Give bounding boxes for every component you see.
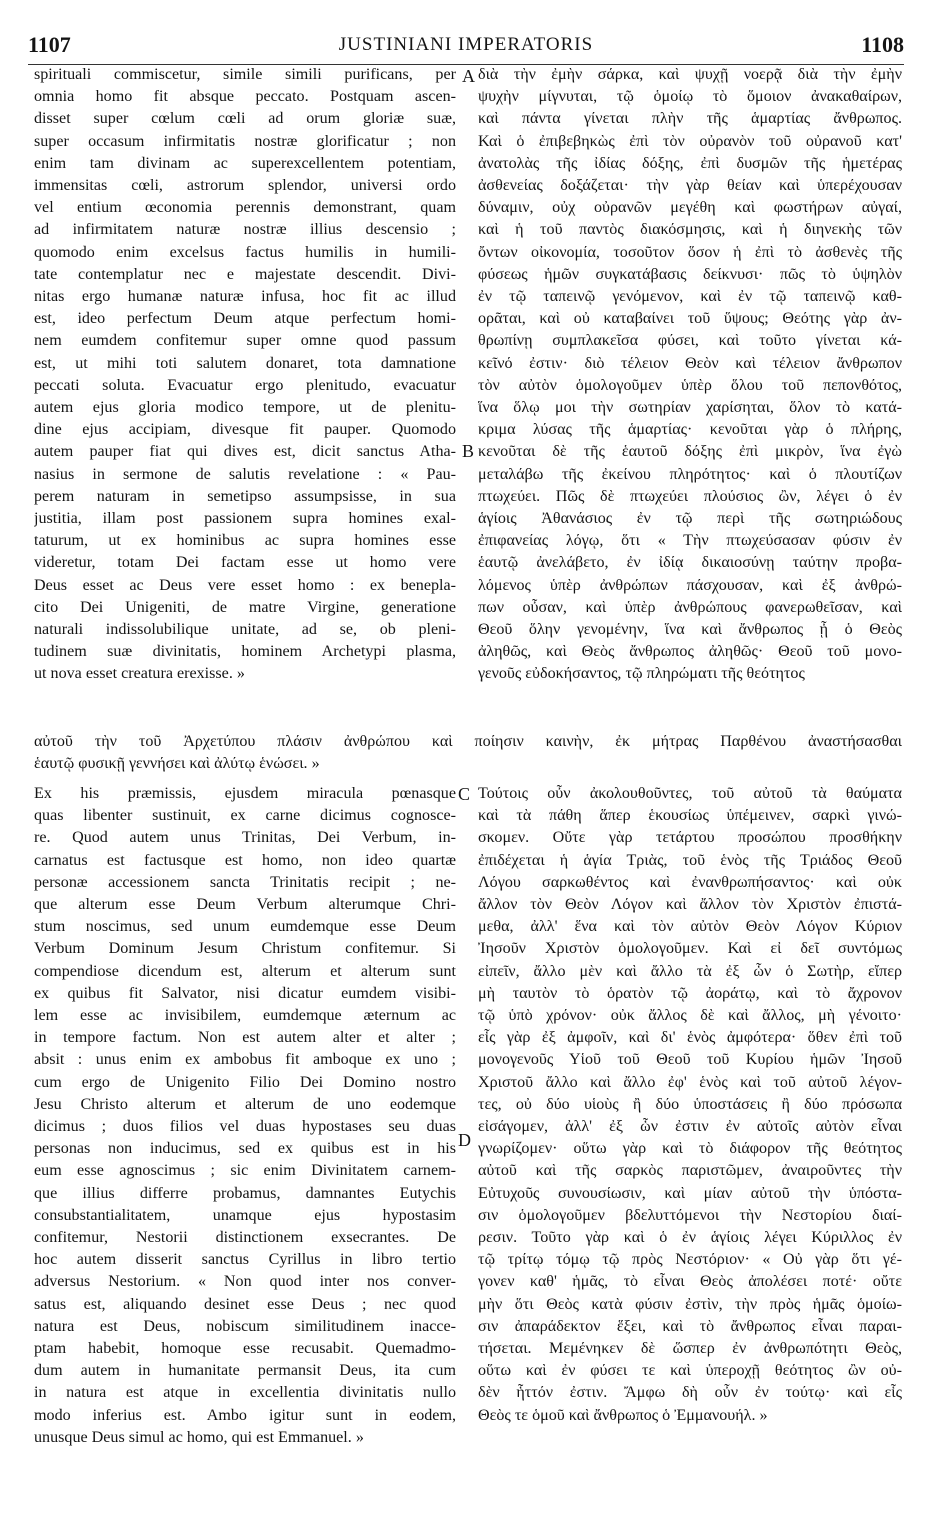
text-line: est, ideo perfectum Deum atque perfectum homi- <box>34 310 456 328</box>
text-line: que illius differre probamus, damnantes Eutychis <box>34 1184 456 1202</box>
text-line: θρωπίνῃ συμπλακεῖσα φύσει, καὶ τοῦτο γίνεται κά- <box>478 332 902 350</box>
text-line: ἐπιφανείας λόγῳ, ὅτι « Τὴν πτωχεύσασαν φύσιν ἐν <box>478 532 902 550</box>
text-line: μεταλάβω τῆς ἐκείνου πληρότητος· καὶ ὁ πλουτίζων <box>478 465 902 483</box>
text-line: lem esse ac invisibilem, eumdemque æternum ac <box>34 1007 456 1025</box>
text-line: ἑαυτῷ ἀνελάβετο, ἐν ἰδίᾳ δικαιοσύνῃ ταύτην προβα- <box>478 554 902 572</box>
latin-column-bottom <box>34 783 456 1449</box>
text-line: eum esse agnoscimus ; sic enim Divinitatem carnem- <box>34 1162 456 1180</box>
running-header <box>28 30 904 65</box>
text-line: dine ejus accipiam, divesque fit pauper. Quomodo <box>34 421 456 439</box>
text-line: Ex his præmissis, ejusdem miracula pœnasque <box>34 785 456 802</box>
greek-full-width-continuation <box>34 731 902 775</box>
text-line: τῷ ὑπὸ χρόνον· οὐκ ἄλλος δὲ καὶ ἄλλος, μὴ γένοιτο· <box>478 1007 902 1025</box>
text-line: in natura est atque in excellentia divinitatis nullo <box>34 1384 456 1402</box>
text-line: dum autem in humanitate permansit Deus, ita cum <box>34 1362 456 1380</box>
text-line: cito Dei Unigeniti, de matre Virgine, generatione <box>34 598 456 616</box>
text-line: hoc autem disserit sanctus Cyrillus in libro tertio <box>34 1251 456 1269</box>
text-line: αὐτοῦ τὴν τοῦ Ἀρχετύπου πλάσιν ἀνθρώπου καὶ ποίησιν καινὴν, ἐκ μήτρας Παρθένου ἀναστήσασθαι <box>34 733 902 750</box>
text-line: γενοῦς εὐδοκήσαντος, τῷ πληρώματι τῆς θεότητος <box>478 665 805 683</box>
text-line: autem pauper fiat qui dives est, dicit sanctus Atha- <box>34 443 456 461</box>
text-line: unusque Deus simul ac homo, qui est Emmanuel. » <box>34 1428 364 1446</box>
greek-column-bottom <box>478 783 902 1427</box>
text-line: naturali indissolubilique unitate, ad se, ob pleni- <box>34 621 456 639</box>
text-line: εἰσάγομεν, ἀλλ' ἐξ ὧν ἐστιν ἐν αὐτοῖς αὐτὸν εἶναι <box>478 1118 902 1136</box>
text-line: ορᾶται, καὶ οὐ καταβαίνει τοῦ ὕψους; Θεότης γὰρ ἀν- <box>478 310 902 328</box>
text-line: ἐπιδέχεται ἡ ἁγία Τριὰς, τοῦ ἑνὸς τῆς Τριάδος Θεοῦ <box>478 851 902 869</box>
text-line: adversus Nestorium. « Non quod inter nos conver- <box>34 1273 456 1291</box>
text-line: κενοῦται δὲ τῆς ἑαυτοῦ δόξης ἐπὶ μικρὸν, ἵνα ἐγὼ <box>478 443 902 461</box>
greek-column-top <box>478 64 902 686</box>
text-line: σιν ἀπαράδεκτον ἕξει, καὶ τὸ ἄνθρωπος εἶναι παραι- <box>478 1317 902 1335</box>
page-number-left: 1107 <box>28 32 71 57</box>
text-line: personæ accessionem sancta Trinitatis recipit ; ne- <box>34 873 456 891</box>
text-line: ἀληθῶς, καὶ Θεὸς ἄνθρωπος ἀληθῶς· Θεοῦ τοῦ μονο- <box>478 643 902 661</box>
text-line: μεθα, ἀλλ' ἕνα καὶ τὸν αὐτὸν Θεὸν Λόγον Κύριον <box>478 918 902 936</box>
text-line: ex quibus fit Salvator, nisi dicatur eumdem visibi- <box>34 984 456 1002</box>
text-line: Jesu Christo alterum et alterum de uno eodemque <box>34 1095 456 1113</box>
text-line: re. Quod autem unus Trinitas, Dei Verbum, in- <box>34 829 456 847</box>
text-line: μονογενοῦς Υἱοῦ τοῦ Θεοῦ τοῦ Κυρίου ἡμῶν Ἰησοῦ <box>478 1051 902 1069</box>
text-line: σιν ὁμολογοῦμεν βδελυττόμενοι τὴν Νεστορίου διαί- <box>478 1206 902 1224</box>
text-line: satus est, aliquando desinet esse Deus ; nec quod <box>34 1295 456 1313</box>
text-line: quomodo enim excelsus factus humilis in humili- <box>34 243 456 261</box>
text-line: disset super cœlum cœli ad orum gloriæ suæ, <box>34 110 456 128</box>
text-line: ptam habebit, homoque esse recusabit. Quemadmo- <box>34 1340 456 1358</box>
text-line: δὲν ἧττόν ἐστιν. Ἄμφω δὴ οὖν ἐν τούτῳ· καὶ εἷς <box>478 1384 902 1402</box>
text-line: μὴν ὅτι Θεὸς κατὰ φύσιν ἐστὶν, τὴν πρὸς ἡμᾶς ὁμοίω- <box>478 1295 902 1313</box>
text-line: absit : unus enim ex ambobus fit amboque ex uno ; <box>34 1051 456 1069</box>
text-line: est, ut mihi toti salutem donaret, tota damnatione <box>34 354 456 372</box>
text-line: tudinem suæ divinitatis, hominem Archetypi plasma, <box>34 643 456 661</box>
text-line: ad infirmitatem naturæ nostræ illius descensio ; <box>34 221 456 239</box>
text-line: μὴ ταυτὸν τὸ ὁρατὸν τῷ ἀοράτῳ, καὶ τὸ ἄχρονον <box>478 984 902 1002</box>
text-line: perem naturam in semetipso assumpsisse, in sua <box>34 487 456 505</box>
text-line: δύναμιν, οὐχ οὐρανῶν μεγέθη καὶ φωστήρων αὐγαί, <box>478 199 902 217</box>
text-line: ἐν τῷ ταπεινῷ γενόμενον, καὶ ἐν τῷ ταπεινῷ καθ- <box>478 288 902 306</box>
text-line: compendiose dicendum est, alterum et alterum sunt <box>34 962 456 980</box>
text-line: Deus esset ac Deus vere esset homo : ex benepla- <box>34 576 456 594</box>
text-line: γονεν καθ' ἡμᾶς, τὸ εἶναι Θεὸς ἀπολέσει ποτέ· οὔτε <box>478 1273 902 1291</box>
text-line: κεῖνό ἐστιν· διὸ τέλειον Θεὸν καὶ τέλειον ἄνθρωπον <box>478 354 902 372</box>
text-line: εἷς γὰρ ἐξ ἀμφοῖν, καὶ δι' ἑνὸς ἀμφότερα· ὅθεν ἐπὶ τοῦ <box>478 1029 902 1047</box>
text-line: ἄλλον τὸν Θεὸν Λόγον καὶ ἄλλον τὸν Χριστὸν ἐπιστά- <box>478 896 902 914</box>
text-line: confitemur, Nestorii distinctionem exsecrantes. De <box>34 1229 456 1247</box>
text-line: διὰ τὴν ἐμὴν σάρκα, καὶ ψυχῇ νοερᾷ διὰ τὴν ἐμὴν <box>478 66 902 83</box>
text-line: vel entium œconomia perennis demonstrant, quam <box>34 199 456 217</box>
text-line: τῷ τρίτῳ τόμῳ τῷ πρὸς Νεστόριον· « Οὐ γὰρ ὅτι γέ- <box>478 1251 902 1269</box>
text-line: Καὶ ὁ ἐπιβεβηκὼς ἐπὶ τὸν οὐρανὸν τοῦ οὐρανοῦ κατ' <box>478 132 902 150</box>
running-title: JUSTINIANI IMPERATORIS <box>338 34 594 55</box>
text-line: ut nova esset creatura erexisse. » <box>34 665 245 683</box>
text-line: tate contemplatur nec e majestate descendit. Divi- <box>34 265 456 283</box>
text-line: Λόγου σαρκωθέντος καὶ ἐνανθρωπήσαντος· καὶ οὐκ <box>478 873 902 891</box>
text-line: nem eumdem confitemur super omne quod passum <box>34 332 456 350</box>
text-line: καὶ τὰ πάθη ἅπερ ἑκουσίως ὑπέμεινεν, σαρκὶ γινώ- <box>478 807 902 825</box>
text-line: in tempore factum. Non est autem alter et alter ; <box>34 1029 456 1047</box>
text-line: φύσεως ἡμῶν συγκατάβασις δείκνυσι· πῶς τὸ ὑψηλὸν <box>478 265 902 283</box>
text-line: καὶ ἡ τοῦ παντὸς διακόσμησις, καὶ ἡ διηνεκὴς τῶν <box>478 221 902 239</box>
text-line: εἰπεῖν, ἄλλο μὲν καὶ ἄλλο τὰ ἐξ ὧν ὁ Σωτὴρ, εἴπερ <box>478 962 902 980</box>
text-line: consubstantialitatem, unamque ejus hypostasim <box>34 1206 456 1224</box>
text-line: γνωρίζομεν· οὕτω γὰρ καὶ τὸ διάφορον τῆς θεότητος <box>478 1140 902 1158</box>
latin-column-top <box>34 64 456 686</box>
text-line: ἀνατολὰς τῆς ἰδίας δόξης, ἐπὶ δυσμῶν τῆς ἡμετέρας <box>478 154 902 172</box>
text-line: οὕτω καὶ ἐν φύσει τε καὶ ὑπεροχῇ θεότητος ὢν οὐ- <box>478 1362 902 1380</box>
text-line: autem ejus gloria modico tempore, ut de plenitu- <box>34 399 456 417</box>
text-line: ρεσιν. Τοῦτο γὰρ καὶ ὁ ἐν ἁγίοις λέγει Κύριλλος ἐν <box>478 1229 902 1247</box>
text-line: Θεὸς τε ὁμοῦ καὶ ἄνθρωπος ὁ Ἐμμανουήλ. » <box>478 1406 768 1424</box>
text-line: taturum, ut ex hominibus ac supra homines esse <box>34 532 456 550</box>
text-line: nasius in sermone de salutis revelatione : « Pau- <box>34 465 456 483</box>
text-line: ἀσθενείας δοξάζεται· τὴν γὰρ θείαν καὶ ὑπερέχουσαν <box>478 177 902 195</box>
text-line: τὸν αὐτὸν ὁμολογοῦμεν ὑπὲρ ὅλου τοῦ πεπονθότος, <box>478 376 902 394</box>
text-line: carnatus est factusque est homo, non ideo quartæ <box>34 851 456 869</box>
text-line: immensitas cœli, astrorum splendor, universi ordo <box>34 177 456 195</box>
text-line: enim tam divinam ac superexcellentem potentiam, <box>34 154 456 172</box>
text-line: λόμενος ὑπὲρ ἀνθρώπων πάσχουσαν, καὶ ἐξ ἀνθρώ- <box>478 576 902 594</box>
text-line: stum noscimus, sed unum eumdemque esse Deum <box>34 918 456 936</box>
text-line: ὄντων οἰκονομία, τοσοῦτον ὅσον ἡ ἐπὶ τὸ ἀσθενὲς τῆς <box>478 243 902 261</box>
text-line: Ἰησοῦν Χριστὸν ὁμολογοῦμεν. Καὶ εἰ δεῖ συντόμως <box>478 940 902 958</box>
page-number-right: 1108 <box>861 32 904 57</box>
text-line: Θεοῦ ὅλην γενομένην, ἵνα καὶ ἄνθρωπος ᾖ ὁ Θεὸς <box>478 621 902 639</box>
text-line: cum ergo de Unigenito Filio Dei Domino nostro <box>34 1073 456 1091</box>
text-line: modo inferius est. Ambo igitur sunt in eodem, <box>34 1406 456 1424</box>
text-line: ψυχὴν μίγνυται, τῷ ὁμοίῳ τὸ ὅμοιον ἀνακαθαίρων, <box>478 88 902 106</box>
text-line: quas libenter sustinuit, ex carne dicimus cognosce- <box>34 807 456 825</box>
text-line: ἑαυτῷ φυσικῇ γεννήσει καὶ ἀλύτῳ ἑνώσει. » <box>34 755 320 773</box>
text-line: justitia, illam post passionem supra homines exal- <box>34 510 456 528</box>
margin-marker-a: A <box>462 66 475 86</box>
text-line: ἁγίοις Ἀθανάσιος ἐν τῷ περὶ τῆς σωτηριώδους <box>478 510 902 528</box>
text-line: αὐτοῦ καὶ τῆς σαρκὸς παριστῶμεν, ἀναιροῦντες τὴν <box>478 1162 902 1180</box>
text-line: Χριστοῦ ἄλλο καὶ ἄλλο ἐφ' ἑνὸς καὶ τοῦ αὐτοῦ λέγον- <box>478 1073 902 1091</box>
text-line: natura est Deus, nobiscum similitudinem inacce- <box>34 1317 456 1335</box>
text-line: personas non inducimus, sed ex quibus est in his <box>34 1140 456 1158</box>
text-line: Verbum Dominum Jesum Christum confitemur. Si <box>34 940 456 958</box>
text-line: πων οὖσαν, καὶ ὑπὲρ ἀνθρώπους φανερωθεῖσαν, καὶ <box>478 598 902 616</box>
text-line: videretur, totam Dei factam esse ut homo vere <box>34 554 456 572</box>
margin-marker-b: B <box>462 441 475 461</box>
text-line: Εὐτυχοῦς συνουσίωσιν, καὶ μίαν αὐτοῦ τὴν ὑπόστα- <box>478 1184 902 1202</box>
text-line: ἵνα ὅλῳ μοι τὴν σωτηρίαν χαρίσηται, ὅλον τὸ κατά- <box>478 399 902 417</box>
text-line: omnia homo fit absque peccato. Postquam ascen- <box>34 88 456 106</box>
text-line: τες, οὐ δύο υἱοὺς ἢ δύο ὑποστάσεις ἢ δύο πρόσωπα <box>478 1095 902 1113</box>
text-line: nitas ergo humanæ naturæ infusa, hoc fit ac illud <box>34 288 456 306</box>
text-line: dicimus ; duos filios vel duas hypostases seu duas <box>34 1118 456 1136</box>
margin-marker-d: D <box>458 1130 471 1150</box>
text-line: spirituali commiscetur, simile simili purificans, per <box>34 66 456 83</box>
text-line: peccati soluta. Evacuatur ergo plenitudo, evacuatur <box>34 376 456 394</box>
text-line: que alterum esse Deum Verbum alterumque Chri- <box>34 896 456 914</box>
text-line: σκομεν. Οὔτε γὰρ τετάρτου προσώπου προσθήκην <box>478 829 902 847</box>
margin-marker-c: C <box>458 784 471 804</box>
text-line: Τούτοις οὖν ἀκολουθοῦντες, τοῦ αὐτοῦ τὰ θαύματα <box>478 785 902 802</box>
text-line: κριμα λύσας τῆς ἁμαρτίας· κενοῦται γὰρ ὁ πλήρης, <box>478 421 902 439</box>
text-line: καὶ πάντα γίνεται πλὴν τῆς ἁμαρτίας ἄνθρωπος. <box>478 110 902 128</box>
text-line: super occasum infirmitatis nostræ glorificatur ; non <box>34 132 456 150</box>
text-line: πτωχεύει. Πῶς δὲ πτωχεύει πλούσιος ὢν, λέγει ὁ ἐν <box>478 487 902 505</box>
text-line: τήσεται. Μεμένηκεν δὲ ὥσπερ ἐν ἀνθρωπότητι Θεὸς, <box>478 1340 902 1358</box>
